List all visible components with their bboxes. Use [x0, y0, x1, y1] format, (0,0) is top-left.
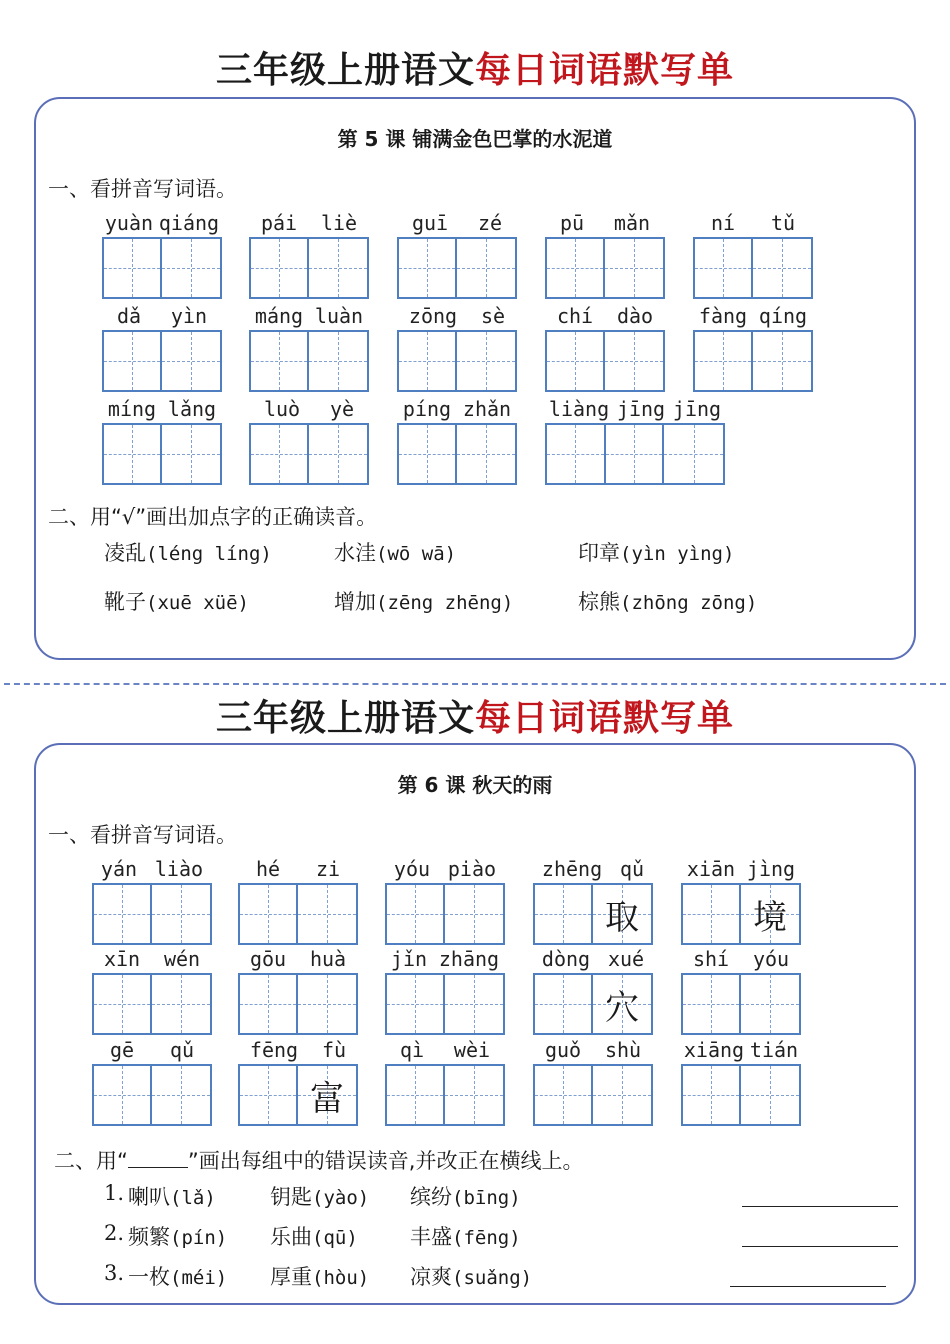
- writing-cell[interactable]: [240, 1066, 298, 1124]
- writing-cell[interactable]: [251, 332, 309, 390]
- pinyin-syllable: tǔ: [770, 211, 796, 235]
- word: 频繁: [128, 1225, 170, 1249]
- pinyin-syllable: xiān: [686, 857, 736, 881]
- pinyin: [397, 397, 517, 421]
- writing-cell[interactable]: [606, 425, 665, 483]
- reading[interactable]: (hòu): [312, 1267, 370, 1289]
- pinyin-syllable: zhǎn: [462, 397, 512, 421]
- pinyin-syllable: xué: [607, 947, 645, 971]
- word-item: [397, 211, 517, 301]
- pinyin-syllable: jìng: [746, 857, 796, 881]
- writing-cell[interactable]: [695, 239, 753, 297]
- answer-line[interactable]: [742, 1205, 898, 1207]
- writing-cell[interactable]: [387, 1066, 445, 1124]
- given-character: 取: [605, 897, 640, 938]
- pinyin-syllable: yìn: [170, 304, 208, 328]
- tianzige-grid[interactable]: [397, 423, 517, 485]
- tianzige-grid[interactable]: [397, 237, 517, 299]
- pinyin: [385, 947, 505, 971]
- writing-cell[interactable]: [387, 885, 445, 943]
- word-item: [92, 857, 212, 947]
- pinyin: [238, 1038, 358, 1062]
- writing-cell[interactable]: [741, 975, 799, 1033]
- sheet2-panel: [34, 743, 916, 1305]
- pinyin: [102, 211, 222, 235]
- reading[interactable]: (fēng): [452, 1227, 521, 1249]
- tianzige-grid[interactable]: [249, 423, 369, 485]
- row-number: 2.: [104, 1221, 125, 1245]
- title-black: 三年级上册语文: [215, 698, 475, 739]
- given-character: 富: [310, 1078, 345, 1119]
- tianzige-grid[interactable]: [92, 973, 212, 1035]
- tianzige-grid[interactable]: [681, 1064, 801, 1126]
- writing-cell[interactable]: [547, 332, 605, 390]
- word-item: [102, 211, 222, 301]
- writing-cell[interactable]: [664, 425, 723, 483]
- pinyin: [238, 947, 358, 971]
- pinyin-syllable: guī: [411, 211, 449, 235]
- word-item: [397, 397, 517, 487]
- reading-choice[interactable]: [578, 537, 734, 567]
- word-reading[interactable]: [410, 1221, 521, 1251]
- writing-cell[interactable]: [399, 239, 457, 297]
- reading-choice[interactable]: [334, 537, 456, 567]
- writing-cell[interactable]: [251, 239, 309, 297]
- pinyin-syllable: guǒ: [544, 1038, 582, 1062]
- pinyin-syllable: luàn: [314, 304, 364, 328]
- tianzige-grid[interactable]: [397, 330, 517, 392]
- pinyin: [545, 211, 665, 235]
- choice-word: 凌乱: [104, 541, 146, 565]
- pinyin-syllable: yè: [329, 397, 355, 421]
- section-2-heading: [54, 1145, 583, 1175]
- tianzige-grid[interactable]: [238, 883, 358, 945]
- writing-cell[interactable]: [741, 885, 799, 943]
- pinyin-syllable: wèi: [453, 1038, 491, 1062]
- word-item: [545, 304, 665, 394]
- reading-choice[interactable]: [104, 537, 272, 567]
- choice-options[interactable]: (léng líng): [146, 543, 272, 565]
- word: 喇叭: [128, 1185, 170, 1209]
- writing-cell[interactable]: [399, 425, 457, 483]
- word-item: [238, 947, 358, 1037]
- pinyin-syllable: pū: [559, 211, 585, 235]
- pinyin-syllable: wén: [163, 947, 201, 971]
- pinyin: [92, 857, 212, 881]
- pinyin-syllable: shù: [604, 1038, 642, 1062]
- tianzige-grid[interactable]: [102, 330, 222, 392]
- writing-cell[interactable]: [445, 975, 503, 1033]
- word: 凉爽: [410, 1265, 452, 1289]
- writing-cell[interactable]: [457, 239, 515, 297]
- writing-cell[interactable]: [298, 975, 356, 1033]
- pinyin-syllable: shí: [692, 947, 730, 971]
- writing-cell[interactable]: [547, 239, 605, 297]
- word-item: [693, 211, 813, 301]
- writing-cell[interactable]: [741, 1066, 799, 1124]
- choice-word: 增加: [334, 590, 376, 614]
- writing-cell[interactable]: [152, 885, 210, 943]
- word-item: [533, 1038, 653, 1128]
- choice-options[interactable]: (yìn yìng): [620, 543, 735, 565]
- reading[interactable]: (qū): [312, 1227, 358, 1249]
- pinyin: [693, 304, 813, 328]
- writing-cell[interactable]: [94, 885, 152, 943]
- tianzige-grid[interactable]: [385, 1064, 505, 1126]
- word-reading[interactable]: [410, 1261, 532, 1291]
- pinyin-syllable: liàng: [548, 397, 610, 421]
- word: 一枚: [128, 1265, 170, 1289]
- pinyin: [397, 211, 517, 235]
- writing-cell[interactable]: [298, 1066, 356, 1124]
- writing-cell[interactable]: [162, 332, 220, 390]
- pinyin: [533, 857, 653, 881]
- pinyin-syllable: xiāng: [683, 1038, 745, 1062]
- pinyin-syllable: fù: [321, 1038, 347, 1062]
- tianzige-grid[interactable]: [238, 973, 358, 1035]
- sheet2-title: [0, 690, 950, 741]
- pinyin-syllable: zé: [477, 211, 503, 235]
- word: 乐曲: [270, 1225, 312, 1249]
- word-item: [533, 857, 653, 947]
- choice-word: 水洼: [334, 541, 376, 565]
- reading-choice[interactable]: [578, 586, 757, 616]
- tianzige-grid[interactable]: [238, 1064, 358, 1126]
- writing-cell[interactable]: [298, 885, 356, 943]
- word: 缤纷: [410, 1185, 452, 1209]
- reading-choice[interactable]: [104, 586, 249, 616]
- pinyin-syllable: sè: [480, 304, 506, 328]
- writing-cell[interactable]: [309, 425, 367, 483]
- word-reading[interactable]: [270, 1221, 358, 1251]
- row-number: 3.: [104, 1261, 125, 1285]
- writing-cell[interactable]: [152, 1066, 210, 1124]
- writing-cell[interactable]: [683, 885, 741, 943]
- pinyin-syllable: jīng: [616, 397, 666, 421]
- writing-cell[interactable]: [605, 239, 663, 297]
- writing-cell[interactable]: [535, 885, 593, 943]
- reading[interactable]: (bīng): [452, 1187, 521, 1209]
- writing-cell[interactable]: [309, 239, 367, 297]
- pinyin-syllable: tián: [749, 1038, 799, 1062]
- word-reading[interactable]: [410, 1181, 521, 1211]
- tianzige-grid[interactable]: [102, 423, 222, 485]
- pinyin-syllable: qǔ: [169, 1038, 195, 1062]
- word: 厚重: [270, 1265, 312, 1289]
- pinyin-syllable: zi: [315, 857, 341, 881]
- title-red: 每日词语默写单: [475, 697, 735, 739]
- writing-cell[interactable]: [683, 975, 741, 1033]
- pinyin: [533, 947, 653, 971]
- sheet1-title: [0, 42, 950, 93]
- pinyin-syllable: pái: [260, 211, 298, 235]
- row-number: 1.: [104, 1181, 125, 1205]
- pinyin-syllable: dǎ: [116, 304, 142, 328]
- reading-choice[interactable]: [334, 586, 513, 616]
- pinyin: [545, 304, 665, 328]
- word-item: [681, 857, 801, 947]
- pinyin-syllable: máng: [254, 304, 304, 328]
- word-item: [397, 304, 517, 394]
- pinyin-syllable: fēng: [249, 1038, 299, 1062]
- writing-cell[interactable]: [240, 885, 298, 943]
- tianzige-grid[interactable]: [533, 883, 653, 945]
- tianzige-grid[interactable]: [385, 883, 505, 945]
- choice-word: 靴子: [104, 590, 146, 614]
- choice-options[interactable]: (wō wā): [376, 543, 457, 565]
- word-item: [238, 857, 358, 947]
- pinyin: [249, 211, 369, 235]
- writing-cell[interactable]: [152, 975, 210, 1033]
- writing-cell[interactable]: [104, 425, 162, 483]
- pinyin-syllable: jīng: [672, 397, 722, 421]
- reading[interactable]: (yào): [312, 1187, 370, 1209]
- answer-line[interactable]: [742, 1245, 898, 1247]
- pinyin-syllable: hé: [255, 857, 281, 881]
- answer-line[interactable]: [730, 1285, 886, 1287]
- pinyin-syllable: yóu: [752, 947, 790, 971]
- writing-cell[interactable]: [753, 332, 811, 390]
- pinyin-syllable: zhēng: [541, 857, 603, 881]
- tianzige-grid[interactable]: [92, 1064, 212, 1126]
- pinyin-syllable: lǎng: [167, 397, 217, 421]
- pinyin-syllable: xīn: [103, 947, 141, 971]
- pinyin-syllable: zhāng: [438, 947, 500, 971]
- pinyin-syllable: chí: [556, 304, 594, 328]
- title-black: 三年级上册语文: [215, 50, 475, 91]
- pinyin-syllable: míng: [107, 397, 157, 421]
- word-item: [92, 1038, 212, 1128]
- reading[interactable]: (méi): [170, 1267, 228, 1289]
- tianzige-grid[interactable]: [385, 973, 505, 1035]
- reading[interactable]: (lǎ): [170, 1187, 216, 1209]
- pinyin: [92, 947, 212, 971]
- writing-cell[interactable]: [593, 1066, 651, 1124]
- pinyin: [249, 397, 369, 421]
- tianzige-grid[interactable]: [545, 330, 665, 392]
- writing-cell[interactable]: [593, 885, 651, 943]
- given-character: 境: [753, 897, 788, 938]
- section-1-heading: 一、看拼音写词语。: [48, 823, 237, 847]
- pinyin-syllable: qiáng: [158, 211, 220, 235]
- section-2-suffix: ”画出每组中的错误读音,并改正在横线上。: [187, 1149, 584, 1173]
- word-item: [249, 211, 369, 301]
- pinyin-syllable: mǎn: [613, 211, 651, 235]
- cut-line: [4, 683, 946, 685]
- sheet1-panel: [34, 97, 916, 660]
- word: 丰盛: [410, 1225, 452, 1249]
- pinyin: [681, 857, 801, 881]
- writing-cell[interactable]: [695, 332, 753, 390]
- reading[interactable]: (pín): [170, 1227, 228, 1249]
- word-item: [102, 397, 222, 487]
- pinyin-syllable: píng: [402, 397, 452, 421]
- tianzige-grid[interactable]: [533, 1064, 653, 1126]
- word-item: [385, 1038, 505, 1128]
- word-reading[interactable]: [270, 1181, 369, 1211]
- lesson-title: 第 5 课 铺满金色巴掌的水泥道: [337, 127, 613, 151]
- tianzige-grid[interactable]: [249, 330, 369, 392]
- pinyin-syllable: fàng: [698, 304, 748, 328]
- pinyin-syllable: qǔ: [619, 857, 645, 881]
- pinyin-syllable: dào: [616, 304, 654, 328]
- pinyin-syllable: piào: [447, 857, 497, 881]
- reading[interactable]: (suǎng): [452, 1267, 533, 1289]
- word: 钥匙: [270, 1185, 312, 1209]
- tianzige-grid[interactable]: [693, 237, 813, 299]
- writing-cell[interactable]: [162, 239, 220, 297]
- word-reading[interactable]: [128, 1221, 227, 1251]
- tianzige-grid[interactable]: [102, 237, 222, 299]
- writing-cell[interactable]: [162, 425, 220, 483]
- section-1-heading: 一、看拼音写词语。: [48, 177, 237, 201]
- pinyin-syllable: dòng: [541, 947, 591, 971]
- pinyin-syllable: qì: [399, 1038, 425, 1062]
- writing-cell[interactable]: [535, 975, 593, 1033]
- writing-cell[interactable]: [535, 1066, 593, 1124]
- word-reading[interactable]: [128, 1181, 216, 1211]
- word-item: [385, 947, 505, 1037]
- pinyin: [397, 304, 517, 328]
- writing-cell[interactable]: [445, 1066, 503, 1124]
- writing-cell[interactable]: [104, 239, 162, 297]
- word-reading[interactable]: [128, 1261, 227, 1291]
- writing-cell[interactable]: [593, 975, 651, 1033]
- tianzige-grid[interactable]: [545, 237, 665, 299]
- underline-sample: [128, 1167, 188, 1168]
- word-item: [545, 397, 725, 487]
- pinyin: [385, 857, 505, 881]
- pinyin: [102, 304, 222, 328]
- writing-cell[interactable]: [399, 332, 457, 390]
- pinyin: [385, 1038, 505, 1062]
- word-item: [533, 947, 653, 1037]
- writing-cell[interactable]: [547, 425, 606, 483]
- pinyin: [693, 211, 813, 235]
- pinyin-syllable: gē: [109, 1038, 135, 1062]
- pinyin: [681, 947, 801, 971]
- writing-cell[interactable]: [387, 975, 445, 1033]
- choice-word: 棕熊: [578, 590, 620, 614]
- pinyin-syllable: yán: [100, 857, 138, 881]
- pinyin-syllable: liào: [154, 857, 204, 881]
- pinyin-syllable: yuàn: [104, 211, 154, 235]
- word-item: [249, 397, 369, 487]
- pinyin-syllable: qíng: [758, 304, 808, 328]
- writing-cell[interactable]: [457, 425, 515, 483]
- title-red: 每日词语默写单: [475, 49, 735, 91]
- pinyin-syllable: zōng: [408, 304, 458, 328]
- pinyin-syllable: ní: [710, 211, 736, 235]
- writing-cell[interactable]: [309, 332, 367, 390]
- pinyin-syllable: luò: [263, 397, 301, 421]
- section-2-prefix: 二、用“: [54, 1149, 128, 1173]
- given-character: 穴: [605, 987, 640, 1028]
- tianzige-grid[interactable]: [693, 330, 813, 392]
- choice-options[interactable]: (zhōng zōng): [620, 592, 758, 614]
- writing-cell[interactable]: [445, 885, 503, 943]
- writing-cell[interactable]: [251, 425, 309, 483]
- word-item: [238, 1038, 358, 1128]
- tianzige-grid[interactable]: [681, 973, 801, 1035]
- writing-cell[interactable]: [240, 975, 298, 1033]
- writing-cell[interactable]: [683, 1066, 741, 1124]
- writing-cell[interactable]: [94, 1066, 152, 1124]
- pinyin-syllable: jǐn: [390, 947, 428, 971]
- choice-options[interactable]: (xuē xüē): [146, 592, 249, 614]
- word-item: [385, 857, 505, 947]
- tianzige-grid[interactable]: [533, 973, 653, 1035]
- tianzige-grid[interactable]: [249, 237, 369, 299]
- pinyin: [238, 857, 358, 881]
- word-item: [102, 304, 222, 394]
- writing-cell[interactable]: [605, 332, 663, 390]
- pinyin: [681, 1038, 801, 1062]
- choice-word: 印章: [578, 541, 620, 565]
- pinyin: [249, 304, 369, 328]
- pinyin: [102, 397, 222, 421]
- tianzige-grid[interactable]: [681, 883, 801, 945]
- word-item: [249, 304, 369, 394]
- word-item: [681, 1038, 801, 1128]
- writing-cell[interactable]: [104, 332, 162, 390]
- tianzige-grid[interactable]: [545, 423, 725, 485]
- writing-cell[interactable]: [94, 975, 152, 1033]
- pinyin: [545, 397, 725, 421]
- word-item: [693, 304, 813, 394]
- choice-options[interactable]: (zēng zhēng): [376, 592, 514, 614]
- word-reading[interactable]: [270, 1261, 369, 1291]
- pinyin-syllable: huà: [309, 947, 347, 971]
- tianzige-grid[interactable]: [92, 883, 212, 945]
- pinyin-syllable: liè: [320, 211, 358, 235]
- word-item: [681, 947, 801, 1037]
- writing-cell[interactable]: [457, 332, 515, 390]
- pinyin: [533, 1038, 653, 1062]
- section-2-heading: 二、用“√”画出加点字的正确读音。: [48, 505, 378, 529]
- pinyin-syllable: yóu: [393, 857, 431, 881]
- pinyin-syllable: gōu: [249, 947, 287, 971]
- word-item: [545, 211, 665, 301]
- word-item: [92, 947, 212, 1037]
- pinyin: [92, 1038, 212, 1062]
- lesson-title: 第 6 课 秋天的雨: [397, 773, 553, 797]
- writing-cell[interactable]: [753, 239, 811, 297]
